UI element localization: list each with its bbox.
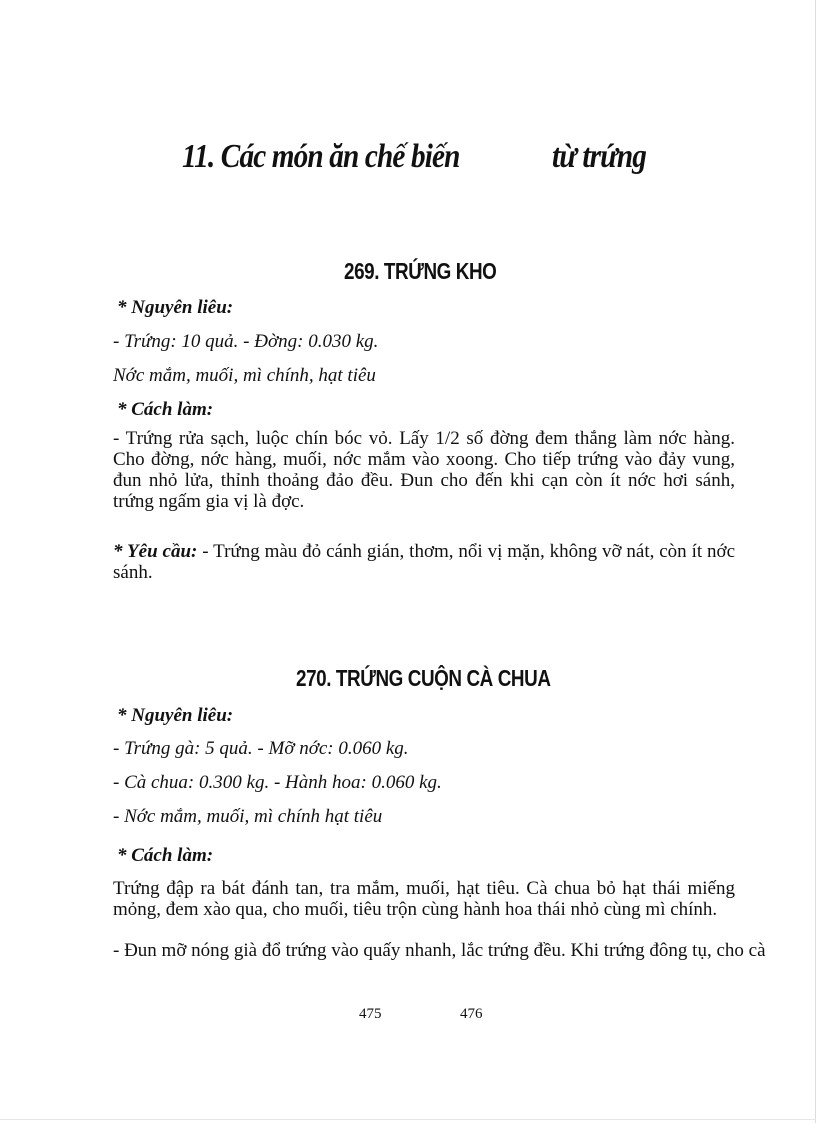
recipe-270-ingredient-line: - Cà chua: 0.300 kg. - Hành hoa: 0.060 kg. — [113, 772, 442, 793]
recipe-270-ingredient-line: - Trứng gà: 5 quả. - Mỡ nớc: 0.060 kg. — [113, 738, 409, 759]
recipe-270-method-label: * Cách làm: — [117, 845, 214, 866]
bottom-rule — [0, 1119, 816, 1120]
page-number-right: 476 — [460, 1006, 483, 1022]
chapter-title-tail: từ trứng — [552, 138, 646, 175]
recipe-269-method-text: - Trứng rửa sạch, luộc chín bóc vỏ. Lấy 1/2 số đờng đem thắng làm nớc hàng. Cho đờng, nớc hàng, muối, nớc mắm vào xoong. Cho tiếp trứng vào đảy vung, đun nhỏ lửa, thỉnh thoảng đảo đều. Đun cho đến khi cạn còn ít nớc hơi sánh, trứng ngấm gia vị là đợc. — [113, 428, 735, 512]
recipe-269-ingredient-line: Nớc mắm, muối, mì chính, hạt tiêu — [113, 365, 376, 386]
recipe-270-method-text: Trứng đập ra bát đánh tan, tra mắm, muối, hạt tiêu. Cà chua bỏ hạt thái miếng mỏng, đem xào qua, cho muối, tiêu trộn cùng hành hoa thái nhỏ cùng mì chính. — [113, 878, 735, 920]
recipe-270-ingredients-label: * Nguyên liêu: — [117, 705, 234, 726]
recipe-269-ingredients-label: * Nguyên liêu: — [117, 297, 234, 318]
recipe-269-requirement-label: * Yêu cầu: — [113, 541, 198, 562]
recipe-269-requirement — [113, 541, 735, 583]
recipe-270-title: 270. TRỨNG CUỘN CÀ CHUA — [296, 665, 551, 691]
recipe-270-ingredient-line: - Nớc mắm, muối, mì chính hạt tiêu — [113, 806, 383, 827]
recipe-269-title: 269. TRỨNG KHO — [344, 258, 497, 284]
page-number-left: 475 — [359, 1006, 382, 1022]
chapter-title: 11. Các món ăn chế biến — [182, 138, 460, 175]
recipe-270-method-text-continued: - Đun mỡ nóng già đổ trứng vào quấy nhanh, lắc trứng đều. Khi trứng đông tụ, cho cà — [113, 940, 766, 961]
recipe-269-ingredient-line: - Trứng: 10 quả. - Đờng: 0.030 kg. — [113, 331, 379, 352]
recipe-269-method-label: * Cách làm: — [117, 399, 214, 420]
recipe-269-requirement-text: - Trứng màu đỏ cánh gián, thơm, nổi vị mặn, không vỡ nát, còn ít nớc sánh. — [113, 541, 735, 583]
